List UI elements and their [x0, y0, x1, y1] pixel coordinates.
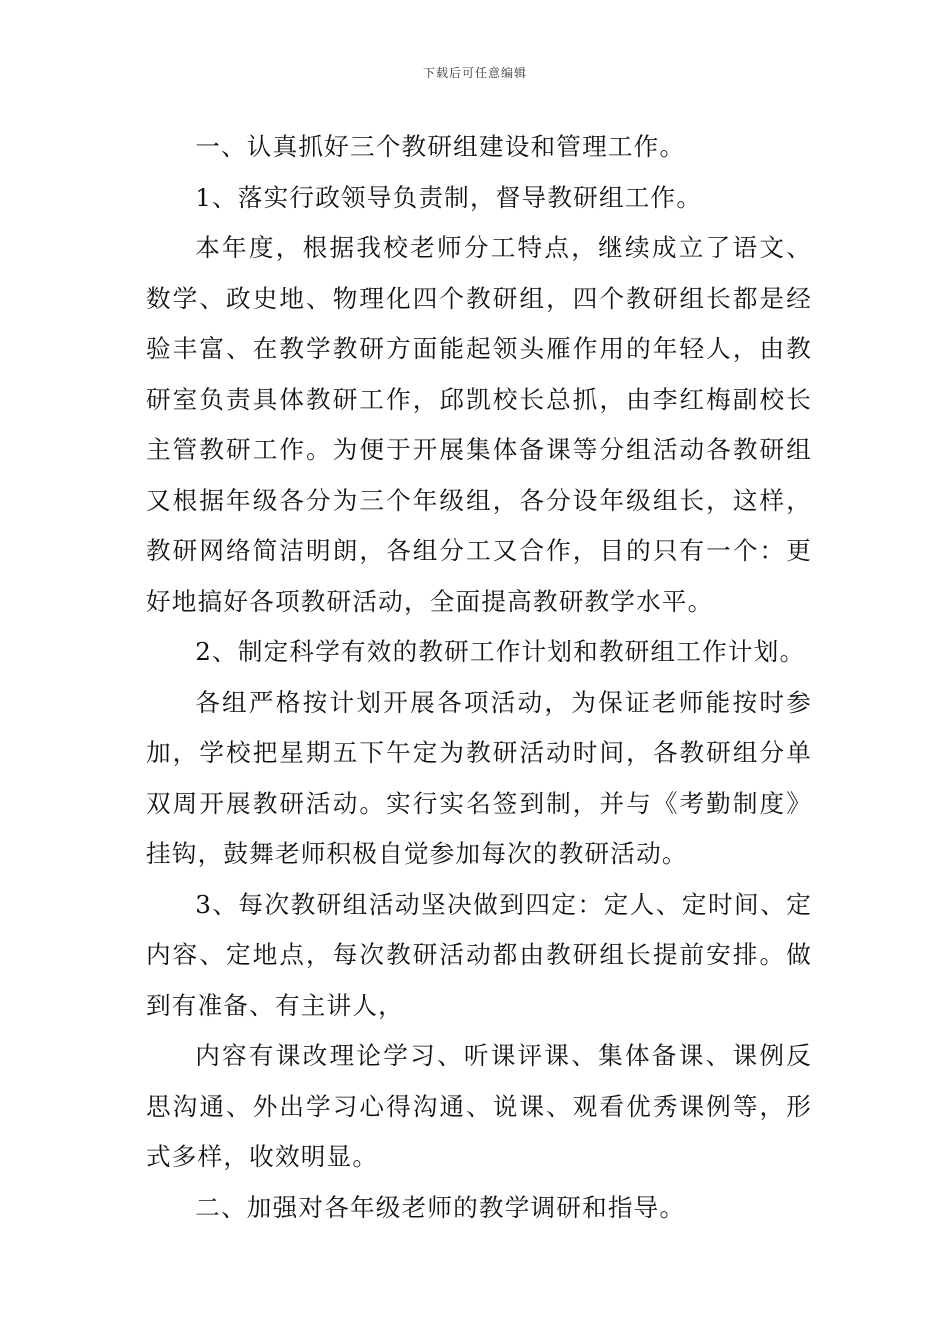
section-heading-1: 一、认真抓好三个教研组建设和管理工作。	[195, 132, 686, 161]
body-paragraph: 本年度，根据我校老师分工特点，继续成立了语文、数学、政史地、物理化四个教研组，四个教研组长都是经验丰富、在教学教研方面能起领头雁作用的年轻人，由教研室负责具体教研工作，邱凯校长总抓，由李红梅副校长主管教研工作。为便于开展集体备课等分组活动各教研组又根据年级各分为三个年级组，各分设年级组长，这样，教研网络简洁明朗，各组分工又合作，目的只有一个：更好地搞好各项教研活动，全面提高教研教学水平。	[146, 233, 812, 616]
subheading-3: 3、每次教研组活动坚决做到四定：定人、定时间、定内容、定地点，每次教研活动都由教研组长提前安排。做到有准备、有主讲人，	[146, 889, 812, 1020]
header-note: 下载后可任意编辑	[422, 66, 527, 80]
subheading-1: 1、落实行政领导负责制，督导教研组工作。	[195, 182, 703, 212]
body-paragraph: 内容有课改理论学习、听课评课、集体备课、课例反思沟通、外出学习心得沟通、说课、观看优秀课例等，形式多样，收效明显。	[146, 1041, 812, 1171]
subheading-2: 2、制定科学有效的教研工作计划和教研组工作计划。	[195, 637, 806, 666]
body-paragraph: 各组严格按计划开展各项活动，为保证老师能按时参加，学校把星期五下午定为教研活动时间，各教研组分单双周开展教研活动。实行实名签到制，并与《考勤制度》挂钩，鼓舞老师积极自觉参加每次的教研活动。	[146, 687, 812, 868]
document-body	[146, 122, 812, 1233]
section-heading-2: 二、加强对各年级老师的教学调研和指导。	[195, 1192, 686, 1222]
